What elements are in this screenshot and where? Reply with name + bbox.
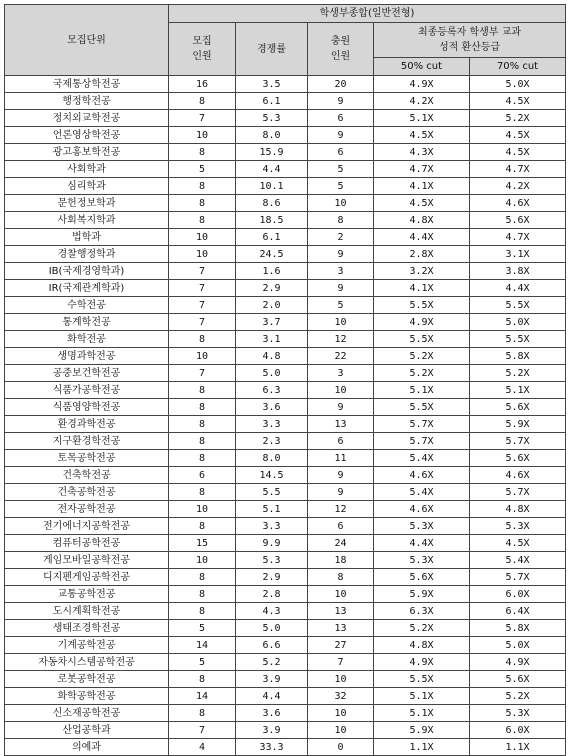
table-row (5, 144, 566, 161)
table-row (5, 603, 566, 620)
table-row (5, 314, 566, 331)
cell-cut70: 5.7X (470, 569, 566, 586)
table-row (5, 416, 566, 433)
cell-unit: 화학전공 (5, 331, 169, 348)
cell-cut70: 4.7X (470, 161, 566, 178)
cell-cut70: 6.0X (470, 586, 566, 603)
table-row (5, 705, 566, 722)
cell-quota: 5 (169, 161, 236, 178)
cell-competition: 5.2 (236, 654, 308, 671)
cell-filled: 20 (308, 76, 374, 93)
cell-competition: 3.6 (236, 705, 308, 722)
cell-cut50: 4.1X (374, 280, 470, 297)
cell-cut70: 4.6X (470, 195, 566, 212)
cell-cut50: 5.3X (374, 518, 470, 535)
cell-cut70: 3.1X (470, 246, 566, 263)
cell-cut50: 4.8X (374, 212, 470, 229)
cell-filled: 3 (308, 263, 374, 280)
cell-unit: 수학전공 (5, 297, 169, 314)
cell-unit: 화학공학전공 (5, 688, 169, 705)
table-row (5, 620, 566, 637)
cell-cut50: 5.9X (374, 722, 470, 739)
cell-competition: 14.5 (236, 467, 308, 484)
cell-competition: 6.1 (236, 93, 308, 110)
cell-quota: 8 (169, 178, 236, 195)
cell-cut50: 5.5X (374, 297, 470, 314)
cell-filled: 6 (308, 110, 374, 127)
cell-cut70: 4.5X (470, 144, 566, 161)
cell-cut70: 6.0X (470, 722, 566, 739)
cell-competition: 5.0 (236, 365, 308, 382)
cell-cut50: 5.2X (374, 365, 470, 382)
cell-filled: 3 (308, 365, 374, 382)
cell-unit: 건축학전공 (5, 467, 169, 484)
cell-filled: 5 (308, 178, 374, 195)
cell-quota: 8 (169, 450, 236, 467)
cell-unit: 의예과 (5, 739, 169, 756)
cell-cut70: 5.0X (470, 76, 566, 93)
cell-unit: 경찰행정학과 (5, 246, 169, 263)
cell-cut70: 5.8X (470, 348, 566, 365)
header-cut50: 50% cut (374, 58, 470, 76)
cell-quota: 7 (169, 110, 236, 127)
table-row (5, 93, 566, 110)
table-header (5, 5, 566, 76)
header-unit: 모집단위 (5, 5, 169, 76)
cell-unit: 생태조경학전공 (5, 620, 169, 637)
cell-unit: 언론영상학전공 (5, 127, 169, 144)
cell-cut70: 5.6X (470, 212, 566, 229)
cell-cut70: 3.8X (470, 263, 566, 280)
cell-cut70: 5.5X (470, 297, 566, 314)
header-cut70: 70% cut (470, 58, 566, 76)
cell-cut50: 6.3X (374, 603, 470, 620)
cell-unit: 생명과학전공 (5, 348, 169, 365)
cell-cut70: 4.5X (470, 93, 566, 110)
cell-filled: 10 (308, 586, 374, 603)
cell-cut70: 5.7X (470, 433, 566, 450)
cell-filled: 8 (308, 212, 374, 229)
cell-cut50: 5.5X (374, 399, 470, 416)
cell-competition: 5.3 (236, 552, 308, 569)
cell-cut50: 4.1X (374, 178, 470, 195)
cell-unit: 문헌정보학과 (5, 195, 169, 212)
cell-cut70: 5.2X (470, 365, 566, 382)
cell-quota: 8 (169, 212, 236, 229)
cell-quota: 6 (169, 467, 236, 484)
table-row (5, 110, 566, 127)
cell-competition: 8.0 (236, 127, 308, 144)
cell-quota: 7 (169, 314, 236, 331)
cell-quota: 7 (169, 722, 236, 739)
cell-unit: 국제통상학전공 (5, 76, 169, 93)
table-row (5, 569, 566, 586)
cell-competition: 1.6 (236, 263, 308, 280)
cell-quota: 8 (169, 416, 236, 433)
cell-filled: 7 (308, 654, 374, 671)
cell-unit: 기계공학전공 (5, 637, 169, 654)
table-row (5, 399, 566, 416)
cell-cut70: 5.6X (470, 399, 566, 416)
cell-filled: 9 (308, 246, 374, 263)
cell-competition: 3.1 (236, 331, 308, 348)
cell-competition: 2.3 (236, 433, 308, 450)
cell-quota: 14 (169, 637, 236, 654)
cell-cut50: 1.1X (374, 739, 470, 756)
table-row (5, 654, 566, 671)
cell-unit: 심리학과 (5, 178, 169, 195)
cell-unit: 산업공학과 (5, 722, 169, 739)
cell-competition: 2.0 (236, 297, 308, 314)
cell-filled: 10 (308, 195, 374, 212)
cell-cut50: 5.1X (374, 688, 470, 705)
cell-filled: 5 (308, 161, 374, 178)
table-row (5, 212, 566, 229)
table-row (5, 280, 566, 297)
cell-competition: 10.1 (236, 178, 308, 195)
cell-unit: 게임모바일공학전공 (5, 552, 169, 569)
table-row (5, 382, 566, 399)
cell-cut70: 5.2X (470, 110, 566, 127)
cell-competition: 9.9 (236, 535, 308, 552)
cell-cut70: 4.6X (470, 467, 566, 484)
cell-unit: 행정학전공 (5, 93, 169, 110)
cell-quota: 8 (169, 144, 236, 161)
cell-competition: 3.9 (236, 722, 308, 739)
table-row (5, 433, 566, 450)
table-row (5, 365, 566, 382)
cell-quota: 16 (169, 76, 236, 93)
cell-cut50: 4.7X (374, 161, 470, 178)
table-row (5, 195, 566, 212)
cell-competition: 4.3 (236, 603, 308, 620)
cell-unit: 디지펜게임공학전공 (5, 569, 169, 586)
cell-cut70: 5.0X (470, 314, 566, 331)
cell-competition: 3.9 (236, 671, 308, 688)
table-row (5, 518, 566, 535)
cell-quota: 7 (169, 297, 236, 314)
cell-cut70: 4.7X (470, 229, 566, 246)
cell-quota: 8 (169, 484, 236, 501)
cell-cut70: 5.3X (470, 518, 566, 535)
cell-filled: 9 (308, 280, 374, 297)
cell-cut70: 5.0X (470, 637, 566, 654)
cell-unit: 토목공학전공 (5, 450, 169, 467)
cell-unit: 법학과 (5, 229, 169, 246)
cell-cut50: 5.1X (374, 110, 470, 127)
cell-cut70: 5.5X (470, 331, 566, 348)
cell-unit: 공중보건학전공 (5, 365, 169, 382)
cell-competition: 2.8 (236, 586, 308, 603)
cell-quota: 8 (169, 382, 236, 399)
header-quota-text: 모집 인원 (192, 36, 212, 62)
cell-filled: 22 (308, 348, 374, 365)
cell-cut70: 4.5X (470, 535, 566, 552)
cell-competition: 3.3 (236, 416, 308, 433)
header-group: 학생부종합(일반전형) (169, 5, 566, 23)
cell-unit: 정치외교학전공 (5, 110, 169, 127)
cell-quota: 8 (169, 331, 236, 348)
cell-filled: 6 (308, 144, 374, 161)
cell-filled: 9 (308, 127, 374, 144)
cell-unit: 사회복지학과 (5, 212, 169, 229)
cell-filled: 5 (308, 297, 374, 314)
table-row (5, 76, 566, 93)
table-row (5, 178, 566, 195)
cell-filled: 13 (308, 603, 374, 620)
cell-competition: 8.0 (236, 450, 308, 467)
table-row (5, 688, 566, 705)
cell-competition: 5.3 (236, 110, 308, 127)
cell-cut50: 5.3X (374, 552, 470, 569)
cell-cut50: 5.9X (374, 586, 470, 603)
cell-competition: 15.9 (236, 144, 308, 161)
cell-filled: 10 (308, 671, 374, 688)
cell-unit: 컴퓨터공학전공 (5, 535, 169, 552)
cell-cut50: 4.5X (374, 127, 470, 144)
cell-filled: 24 (308, 535, 374, 552)
cell-cut70: 4.9X (470, 654, 566, 671)
cell-cut70: 4.5X (470, 127, 566, 144)
cell-quota: 8 (169, 518, 236, 535)
cell-filled: 9 (308, 467, 374, 484)
cell-filled: 27 (308, 637, 374, 654)
cell-filled: 0 (308, 739, 374, 756)
table-row (5, 348, 566, 365)
cell-cut50: 4.3X (374, 144, 470, 161)
cell-cut50: 4.9X (374, 654, 470, 671)
table-row (5, 127, 566, 144)
cell-unit: 환경과학전공 (5, 416, 169, 433)
cell-cut50: 5.4X (374, 484, 470, 501)
cell-quota: 10 (169, 348, 236, 365)
cell-quota: 8 (169, 569, 236, 586)
cell-competition: 3.6 (236, 399, 308, 416)
cell-filled: 10 (308, 314, 374, 331)
cell-quota: 15 (169, 535, 236, 552)
header-filled (308, 23, 374, 76)
cell-cut50: 5.5X (374, 671, 470, 688)
table-row (5, 535, 566, 552)
cell-unit: 도시계획학전공 (5, 603, 169, 620)
cell-quota: 8 (169, 195, 236, 212)
cell-quota: 8 (169, 586, 236, 603)
cell-competition: 3.3 (236, 518, 308, 535)
cell-cut70: 4.2X (470, 178, 566, 195)
cell-competition: 2.9 (236, 569, 308, 586)
cell-filled: 10 (308, 722, 374, 739)
cell-competition: 3.5 (236, 76, 308, 93)
cell-cut70: 5.6X (470, 450, 566, 467)
cell-filled: 18 (308, 552, 374, 569)
cell-cut50: 5.5X (374, 331, 470, 348)
cell-filled: 9 (308, 484, 374, 501)
cell-unit: 전기에너지공학전공 (5, 518, 169, 535)
cell-cut50: 5.2X (374, 620, 470, 637)
cell-cut70: 5.7X (470, 484, 566, 501)
cell-cut70: 5.8X (470, 620, 566, 637)
cell-quota: 4 (169, 739, 236, 756)
cell-competition: 6.3 (236, 382, 308, 399)
cell-filled: 32 (308, 688, 374, 705)
cell-cut50: 5.7X (374, 433, 470, 450)
cell-unit: IR(국제관계학과) (5, 280, 169, 297)
header-grade-title-text: 최종등록자 학생부 교과 성적 환산등급 (418, 27, 521, 53)
cell-filled: 9 (308, 399, 374, 416)
cell-quota: 8 (169, 705, 236, 722)
cell-cut70: 4.8X (470, 501, 566, 518)
cell-filled: 2 (308, 229, 374, 246)
cell-unit: 광고홍보학전공 (5, 144, 169, 161)
cell-competition: 4.4 (236, 161, 308, 178)
cell-competition: 2.9 (236, 280, 308, 297)
cell-unit: 지구환경학전공 (5, 433, 169, 450)
cell-competition: 8.6 (236, 195, 308, 212)
cell-quota: 5 (169, 620, 236, 637)
table-row (5, 671, 566, 688)
table-row (5, 161, 566, 178)
table-row (5, 246, 566, 263)
cell-cut50: 4.9X (374, 76, 470, 93)
cell-competition: 24.5 (236, 246, 308, 263)
cell-filled: 10 (308, 382, 374, 399)
cell-competition: 4.4 (236, 688, 308, 705)
cell-filled: 13 (308, 416, 374, 433)
cell-quota: 10 (169, 246, 236, 263)
cell-cut70: 6.4X (470, 603, 566, 620)
cell-cut50: 5.2X (374, 348, 470, 365)
cell-competition: 33.3 (236, 739, 308, 756)
cell-cut50: 2.8X (374, 246, 470, 263)
table-body (5, 76, 566, 756)
header-competition: 경쟁률 (236, 23, 308, 76)
cell-cut70: 5.9X (470, 416, 566, 433)
cell-filled: 13 (308, 620, 374, 637)
cell-quota: 8 (169, 603, 236, 620)
cell-cut50: 5.4X (374, 450, 470, 467)
cell-cut50: 4.6X (374, 501, 470, 518)
cell-cut50: 5.6X (374, 569, 470, 586)
cell-quota: 8 (169, 433, 236, 450)
cell-cut50: 4.2X (374, 93, 470, 110)
cell-quota: 8 (169, 671, 236, 688)
table-row (5, 229, 566, 246)
cell-cut50: 4.4X (374, 229, 470, 246)
table-row (5, 552, 566, 569)
cell-cut50: 3.2X (374, 263, 470, 280)
cell-quota: 7 (169, 280, 236, 297)
cell-competition: 5.1 (236, 501, 308, 518)
cell-quota: 8 (169, 399, 236, 416)
cell-quota: 10 (169, 552, 236, 569)
cell-competition: 5.5 (236, 484, 308, 501)
cell-competition: 6.1 (236, 229, 308, 246)
cell-quota: 7 (169, 365, 236, 382)
cell-cut50: 4.9X (374, 314, 470, 331)
cell-quota: 10 (169, 501, 236, 518)
cell-filled: 8 (308, 569, 374, 586)
cell-cut50: 4.8X (374, 637, 470, 654)
cell-competition: 4.8 (236, 348, 308, 365)
cell-cut50: 4.5X (374, 195, 470, 212)
cell-cut70: 5.1X (470, 382, 566, 399)
table-row (5, 263, 566, 280)
cell-quota: 10 (169, 127, 236, 144)
table-row (5, 586, 566, 603)
header-filled-text: 충원 인원 (330, 36, 351, 62)
cell-competition: 3.7 (236, 314, 308, 331)
cell-quota: 8 (169, 93, 236, 110)
cell-quota: 10 (169, 229, 236, 246)
cell-filled: 10 (308, 705, 374, 722)
cell-cut70: 5.2X (470, 688, 566, 705)
table-row (5, 450, 566, 467)
cell-cut70: 1.1X (470, 739, 566, 756)
cell-unit: 사회학과 (5, 161, 169, 178)
cell-unit: 교통공학전공 (5, 586, 169, 603)
cell-quota: 5 (169, 654, 236, 671)
cell-cut50: 5.1X (374, 705, 470, 722)
cell-unit: 자동차시스템공학전공 (5, 654, 169, 671)
table-row (5, 331, 566, 348)
cell-quota: 14 (169, 688, 236, 705)
cell-cut50: 4.6X (374, 467, 470, 484)
cell-filled: 12 (308, 331, 374, 348)
cell-unit: 전자공학전공 (5, 501, 169, 518)
cell-competition: 18.5 (236, 212, 308, 229)
cell-unit: 식품가공학전공 (5, 382, 169, 399)
cell-cut70: 4.4X (470, 280, 566, 297)
cell-unit: 로봇공학전공 (5, 671, 169, 688)
cell-cut50: 5.1X (374, 382, 470, 399)
cell-unit: 통계학전공 (5, 314, 169, 331)
table-row (5, 637, 566, 654)
cell-filled: 6 (308, 433, 374, 450)
table-row (5, 297, 566, 314)
cell-cut70: 5.4X (470, 552, 566, 569)
cell-unit: IB(국제경영학과) (5, 263, 169, 280)
cell-unit: 건축공학전공 (5, 484, 169, 501)
table-row (5, 501, 566, 518)
cell-cut70: 5.6X (470, 671, 566, 688)
table-row (5, 467, 566, 484)
admissions-table (4, 4, 566, 756)
table-row (5, 484, 566, 501)
cell-filled: 11 (308, 450, 374, 467)
header-grade-title (374, 23, 566, 58)
cell-competition: 5.0 (236, 620, 308, 637)
cell-unit: 신소재공학전공 (5, 705, 169, 722)
cell-filled: 12 (308, 501, 374, 518)
header-quota (169, 23, 236, 76)
cell-cut50: 4.4X (374, 535, 470, 552)
cell-quota: 7 (169, 263, 236, 280)
cell-filled: 6 (308, 518, 374, 535)
cell-unit: 식품영양학전공 (5, 399, 169, 416)
table-row (5, 722, 566, 739)
table-row (5, 739, 566, 756)
cell-filled: 9 (308, 93, 374, 110)
cell-cut70: 5.3X (470, 705, 566, 722)
cell-cut50: 5.7X (374, 416, 470, 433)
cell-competition: 6.6 (236, 637, 308, 654)
